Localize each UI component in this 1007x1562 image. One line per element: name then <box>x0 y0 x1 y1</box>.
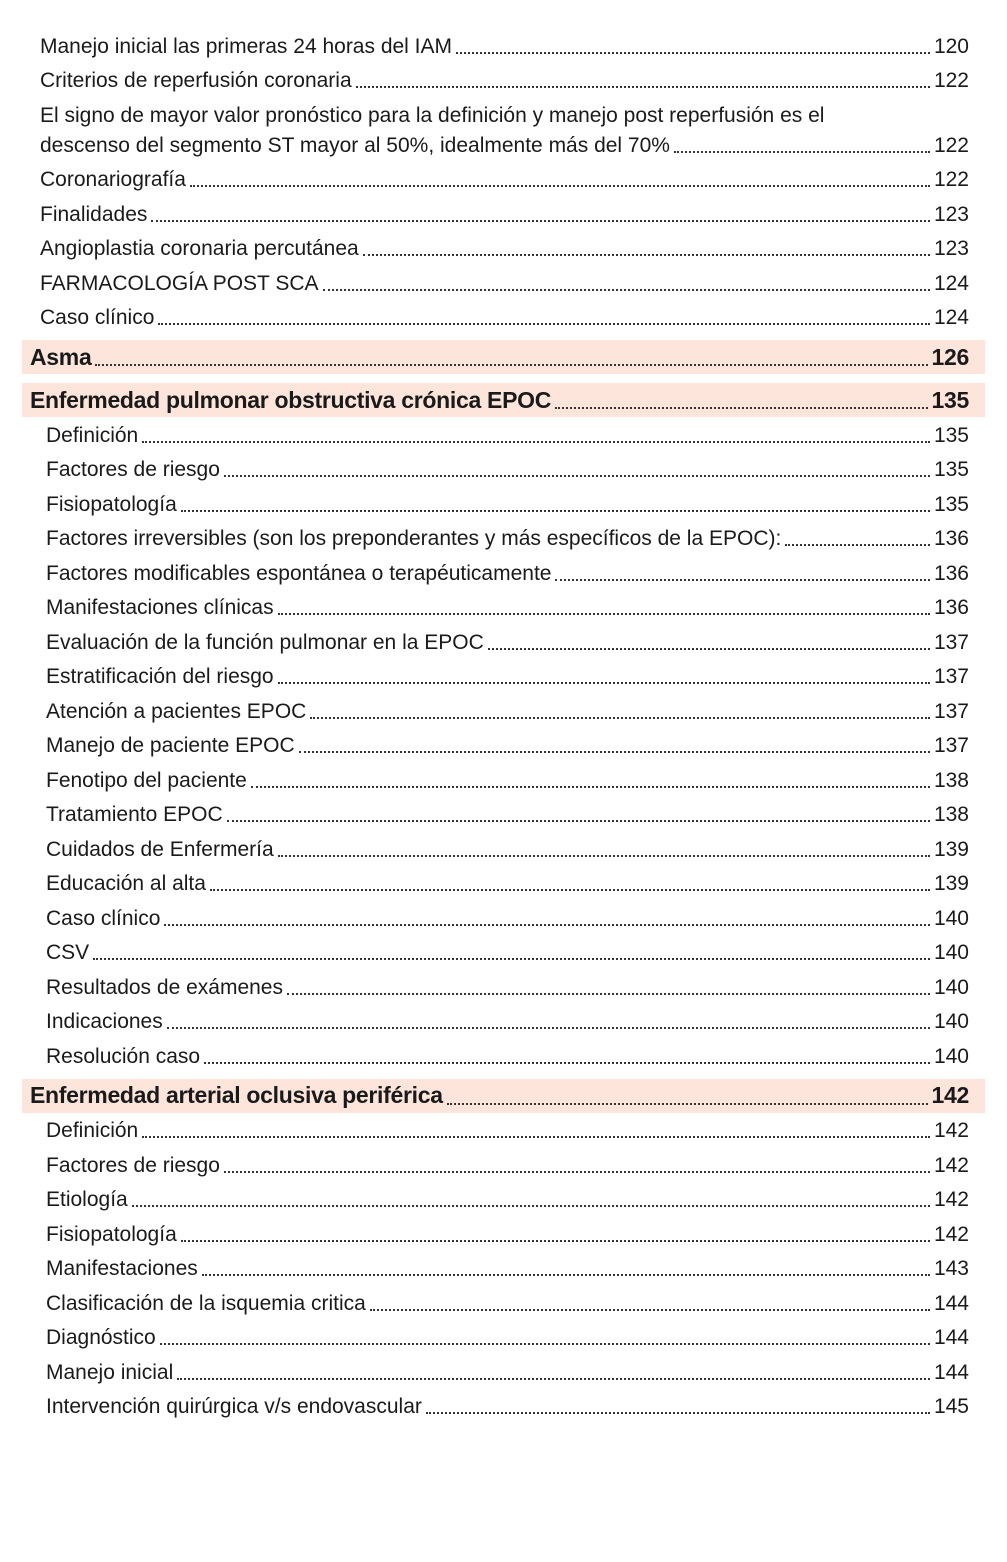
toc-entry-title: Angioplastia coronaria percutánea <box>40 237 359 260</box>
dot-leader <box>278 613 930 615</box>
toc-entry-title: Factores irreversibles (son los preponderantes y más específicos de la EPOC): <box>46 527 782 550</box>
toc-entry-title: Finalidades <box>40 202 148 226</box>
toc-entry[interactable] <box>0 1147 1007 1182</box>
toc-entry-title: Tratamiento EPOC <box>46 803 223 826</box>
toc-entry-page: 124 <box>933 306 969 329</box>
toc-entry-page: 123 <box>933 202 969 226</box>
dot-leader <box>181 510 930 512</box>
toc-entry-title: Definición <box>46 1119 139 1142</box>
toc-entry-title-line1: El signo de mayor valor pronóstico para la definición y manejo post reperfusión es el <box>40 103 825 127</box>
dot-leader <box>158 323 930 325</box>
dot-leader <box>363 254 930 256</box>
toc-entry-page: 136 <box>933 527 969 550</box>
toc-entry-page: 145 <box>933 1395 969 1418</box>
eaop-section-list <box>0 1113 1007 1424</box>
toc-entry-page: 143 <box>933 1257 969 1280</box>
dot-leader <box>181 1240 930 1242</box>
dot-leader <box>224 1171 930 1173</box>
toc-entry-page: 142 <box>933 1153 969 1177</box>
toc-entry-page: 123 <box>933 237 969 260</box>
toc-entry-title: Manejo inicial <box>46 1360 174 1384</box>
toc-entry[interactable] <box>0 831 1007 866</box>
toc-entry-page: 120 <box>933 34 969 58</box>
dot-leader <box>227 820 930 822</box>
dot-leader <box>204 1062 930 1064</box>
toc-entry[interactable] <box>0 1216 1007 1251</box>
toc-entry-page: 138 <box>933 803 969 826</box>
toc-chapter-epoc[interactable] <box>22 383 985 417</box>
toc-entry-title: Evaluación de la función pulmonar en la EPOC <box>46 630 484 654</box>
toc-entry-page: 142 <box>933 1188 969 1211</box>
toc-entry-page: 122 <box>933 168 969 191</box>
dot-leader <box>95 364 927 366</box>
toc-entry-page: 139 <box>933 837 969 861</box>
dot-leader <box>447 1103 928 1105</box>
dot-leader <box>785 544 930 546</box>
toc-entry[interactable] <box>0 693 1007 728</box>
toc-entry-title: Resultados de exámenes <box>46 975 283 999</box>
dot-leader <box>151 220 930 222</box>
toc-entry[interactable] <box>0 196 1007 231</box>
toc-entry-page: 140 <box>933 975 969 999</box>
dot-leader <box>224 475 930 477</box>
dot-leader <box>426 1412 930 1414</box>
toc-entry-title: CSV <box>46 941 90 964</box>
toc-entry-title: FARMACOLOGÍA POST SCA <box>40 271 319 295</box>
toc-entry-page: 144 <box>933 1326 969 1349</box>
toc-entry-title: Fenotipo del paciente <box>46 768 247 792</box>
toc-entry[interactable] <box>0 452 1007 487</box>
dot-leader <box>278 855 930 857</box>
toc-entry[interactable] <box>0 728 1007 763</box>
dot-leader <box>167 1027 930 1029</box>
toc-entry[interactable] <box>0 624 1007 659</box>
toc-entry-page: 135 <box>933 423 969 447</box>
toc-entry[interactable] <box>0 265 1007 300</box>
toc-entry-page: 122 <box>933 133 969 157</box>
toc-entry-title: Indicaciones <box>46 1010 163 1033</box>
table-of-contents <box>0 28 1007 1423</box>
toc-entry[interactable] <box>0 162 1007 197</box>
toc-chapter-title: Enfermedad arterial oclusiva periférica <box>30 1082 443 1108</box>
toc-entry[interactable] <box>0 63 1007 98</box>
toc-entry-title: Etiología <box>46 1188 128 1211</box>
toc-entry-multiline-first-line[interactable] <box>0 97 1007 132</box>
toc-entry-title: Fisiopatología <box>46 1222 177 1246</box>
toc-entry[interactable] <box>0 797 1007 832</box>
dot-leader <box>555 579 929 581</box>
toc-entry[interactable] <box>0 300 1007 335</box>
toc-entry-page: 137 <box>933 699 969 723</box>
toc-entry[interactable] <box>0 659 1007 694</box>
dot-leader <box>210 889 930 891</box>
toc-entry[interactable] <box>0 900 1007 935</box>
toc-entry-title: Manifestaciones <box>46 1257 198 1280</box>
toc-entry-title: Resolución caso <box>46 1044 201 1068</box>
toc-entry-title: Educación al alta <box>46 872 206 895</box>
dot-leader <box>190 185 930 187</box>
toc-entry-page: 136 <box>933 596 969 619</box>
toc-entry-page: 140 <box>933 1010 969 1033</box>
toc-entry-page: 137 <box>933 665 969 688</box>
dot-leader <box>164 924 930 926</box>
toc-entry[interactable] <box>0 231 1007 266</box>
dot-leader <box>456 52 930 54</box>
toc-entry[interactable] <box>0 590 1007 625</box>
toc-entry-title: Definición <box>46 423 139 447</box>
toc-entry-page: 138 <box>933 768 969 792</box>
toc-entry-page: 135 <box>933 492 969 516</box>
toc-entry-page: 136 <box>933 561 969 585</box>
dot-leader <box>278 682 930 684</box>
dot-leader <box>370 1309 930 1311</box>
toc-entry-title: Estratificación del riesgo <box>46 665 274 688</box>
toc-entry-multiline-second-line[interactable] <box>0 132 1007 162</box>
epoc-section-list <box>0 417 1007 1073</box>
dot-leader <box>287 993 930 995</box>
toc-entry[interactable] <box>0 486 1007 521</box>
toc-entry[interactable] <box>0 969 1007 1004</box>
toc-entry-title: Manifestaciones clínicas <box>46 596 274 619</box>
toc-entry-title: Fisiopatología <box>46 492 177 516</box>
dot-leader <box>202 1274 930 1276</box>
toc-entry-page: 140 <box>933 941 969 964</box>
toc-entry-page: 137 <box>933 630 969 654</box>
toc-entry[interactable] <box>0 1285 1007 1320</box>
toc-entry[interactable] <box>0 1251 1007 1286</box>
toc-entry-title: Caso clínico <box>46 906 161 930</box>
toc-entry[interactable] <box>0 555 1007 590</box>
toc-entry[interactable] <box>0 1320 1007 1355</box>
toc-entry[interactable] <box>0 762 1007 797</box>
toc-entry-title: Factores de riesgo <box>46 458 220 481</box>
toc-entry[interactable] <box>0 935 1007 970</box>
toc-entry-title: Cuidados de Enfermería <box>46 837 274 861</box>
toc-entry[interactable] <box>0 417 1007 452</box>
toc-entry-title: Criterios de reperfusión coronaria <box>40 69 352 92</box>
toc-entry-title: Coronariografía <box>40 168 186 191</box>
toc-entry[interactable] <box>0 1038 1007 1073</box>
dot-leader <box>323 289 930 291</box>
toc-chapter-title: Enfermedad pulmonar obstructiva crónica EPOC <box>30 386 552 413</box>
toc-entry-title: Intervención quirúrgica v/s endovascular <box>46 1395 422 1418</box>
toc-entry-title: Factores de riesgo <box>46 1153 220 1177</box>
toc-entry-title: Factores modificables espontánea o terapéuticamente <box>46 561 552 585</box>
toc-entry-title: Caso clínico <box>40 306 155 329</box>
toc-entry-title-line2: descenso del segmento ST mayor al 50%, idealmente más del 70% <box>40 133 670 157</box>
toc-entry-page: 135 <box>933 458 969 481</box>
dot-leader <box>251 786 930 788</box>
dot-leader <box>488 648 930 650</box>
toc-entry[interactable] <box>0 1389 1007 1424</box>
toc-entry[interactable] <box>0 1113 1007 1148</box>
toc-entry-page: 137 <box>933 734 969 757</box>
toc-entry-title: Diagnóstico <box>46 1326 156 1349</box>
dot-leader <box>555 407 927 409</box>
toc-entry-page: 140 <box>933 906 969 930</box>
dot-leader <box>674 151 930 153</box>
dot-leader <box>142 1136 930 1138</box>
toc-entry[interactable] <box>0 28 1007 63</box>
dot-leader <box>93 958 930 960</box>
toc-entry-page: 144 <box>933 1360 969 1384</box>
toc-entry-title: Atención a pacientes EPOC <box>46 699 307 723</box>
toc-entry-page: 139 <box>933 872 969 895</box>
toc-entry-title: Clasificación de la isquemia critica <box>46 1291 366 1315</box>
dot-leader <box>177 1378 930 1380</box>
toc-chapter-eaop[interactable] <box>22 1079 985 1113</box>
dot-leader <box>356 86 930 88</box>
toc-chapter-page: 126 <box>931 343 969 370</box>
toc-entry-title: Manejo de paciente EPOC <box>46 734 295 757</box>
dot-leader <box>310 717 930 719</box>
toc-entry-page: 122 <box>933 69 969 92</box>
toc-chapter-page: 135 <box>931 386 969 413</box>
toc-entry[interactable] <box>0 1354 1007 1389</box>
toc-entry-page: 124 <box>933 271 969 295</box>
toc-entry-page: 144 <box>933 1291 969 1315</box>
toc-entry[interactable] <box>0 521 1007 556</box>
toc-chapter-title: Asma <box>30 343 92 370</box>
toc-entry[interactable] <box>0 866 1007 901</box>
toc-entry-page: 142 <box>933 1119 969 1142</box>
toc-entry-page: 142 <box>933 1222 969 1246</box>
dot-leader <box>160 1343 930 1345</box>
dot-leader <box>299 751 930 753</box>
toc-chapter-page: 142 <box>931 1082 969 1108</box>
toc-entry[interactable] <box>0 1004 1007 1039</box>
toc-entry-page: 140 <box>933 1044 969 1068</box>
toc-entry-title: Manejo inicial las primeras 24 horas del IAM <box>40 34 453 58</box>
dot-leader <box>142 441 930 443</box>
dot-leader <box>132 1205 930 1207</box>
toc-chapter-asma[interactable] <box>22 340 985 374</box>
toc-entry[interactable] <box>0 1182 1007 1217</box>
